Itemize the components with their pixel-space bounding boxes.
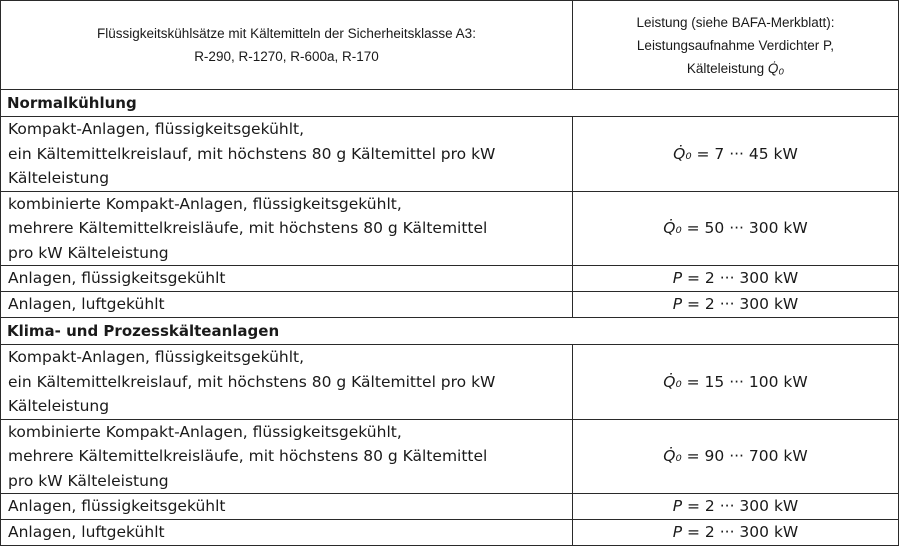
table-row (1, 266, 899, 292)
description-line: ein Kältemittelkreislauf, mit höchstens 80 g Kältemittel pro kW (8, 144, 496, 163)
value-symbol: P (672, 269, 683, 288)
section-title: Klima- und Prozesskälteanlagen (1, 318, 899, 345)
value-symbol: P (672, 497, 683, 516)
row-value (573, 345, 899, 420)
row-value (573, 419, 899, 494)
table-row (1, 117, 899, 192)
header-performance-line-1: Leistung (siehe BAFA-Merkblatt): (636, 14, 835, 30)
row-description (1, 191, 573, 266)
table-row (1, 191, 899, 266)
header-performance-line-3: Kälteleistung (686, 60, 768, 76)
value-range: = 7 ··· 45 kW (691, 144, 798, 163)
value-symbol: P (672, 295, 683, 314)
value-symbol: Q̇₀ (663, 372, 682, 391)
description-line: kombinierte Kompakt-Anlagen, flüssigkeitsgekühlt, (8, 422, 402, 441)
value-symbol: Q̇₀ (673, 144, 692, 163)
row-value (573, 292, 899, 318)
row-value (573, 494, 899, 520)
description-line: ein Kältemittelkreislauf, mit höchstens 80 g Kältemittel pro kW (8, 372, 496, 391)
description-line: kombinierte Kompakt-Anlagen, flüssigkeitsgekühlt, (8, 194, 402, 213)
row-value (573, 191, 899, 266)
value-range: = 2 ··· 300 kW (682, 497, 799, 516)
table-row (1, 292, 899, 318)
header-performance (573, 1, 899, 90)
header-category (1, 1, 573, 90)
value-range: = 2 ··· 300 kW (682, 269, 799, 288)
description-line: Anlagen, flüssigkeitsgekühlt (8, 497, 226, 516)
description-line: mehrere Kältemittelkreisläufe, mit höchstens 80 g Kältemittel (8, 219, 488, 237)
table-row (1, 494, 899, 520)
value-range: = 90 ··· 700 kW (681, 447, 808, 465)
description-line: Anlagen, luftgekühlt (8, 295, 165, 314)
value-range: = 50 ··· 300 kW (681, 219, 808, 237)
row-description (1, 292, 573, 318)
description-line: Anlagen, luftgekühlt (8, 523, 165, 542)
table-row (1, 520, 899, 546)
description-line: Kälteleistung (8, 397, 110, 415)
section-title: Normalkühlung (1, 90, 899, 117)
row-value (573, 266, 899, 292)
section-row-normalkuehlung (1, 90, 899, 117)
value-range: = 2 ··· 300 kW (682, 295, 799, 314)
header-category-line-1: Flüssigkeitskühlsätze mit Kältemitteln der Sicherheitsklasse A3: (97, 26, 476, 41)
row-value (573, 117, 899, 192)
table-row (1, 419, 899, 494)
header-performance-line-2: Leistungsaufnahme Verdichter P, (636, 37, 835, 53)
value-symbol: Q̇₀ (663, 219, 682, 237)
description-line: pro kW Kälteleistung (8, 243, 169, 262)
description-line: mehrere Kältemittelkreisläufe, mit höchstens 80 g Kältemittel (8, 447, 488, 465)
section-row-klima-prozesskaelte (1, 318, 899, 345)
row-description (1, 345, 573, 420)
row-description (1, 419, 573, 494)
value-range: = 15 ··· 100 kW (681, 372, 808, 391)
description-line: Kompakt-Anlagen, flüssigkeitsgekühlt, (8, 348, 305, 366)
value-symbol: P (672, 523, 683, 542)
description-line: Kompakt-Anlagen, flüssigkeitsgekühlt, (8, 120, 305, 138)
description-line: Kälteleistung (8, 169, 110, 187)
value-symbol: Q̇₀ (663, 447, 682, 465)
row-description (1, 520, 573, 546)
cooling-capacity-symbol: Q̇₀ (767, 60, 785, 76)
row-description (1, 494, 573, 520)
header-category-line-2: R-290, R-1270, R-600a, R-170 (194, 49, 379, 64)
description-line: Anlagen, flüssigkeitsgekühlt (8, 269, 226, 288)
table-header-row (1, 1, 899, 90)
row-description (1, 266, 573, 292)
row-description (1, 117, 573, 192)
table-row (1, 345, 899, 420)
description-line: pro kW Kälteleistung (8, 471, 169, 490)
row-value (573, 520, 899, 546)
value-range: = 2 ··· 300 kW (682, 523, 799, 542)
